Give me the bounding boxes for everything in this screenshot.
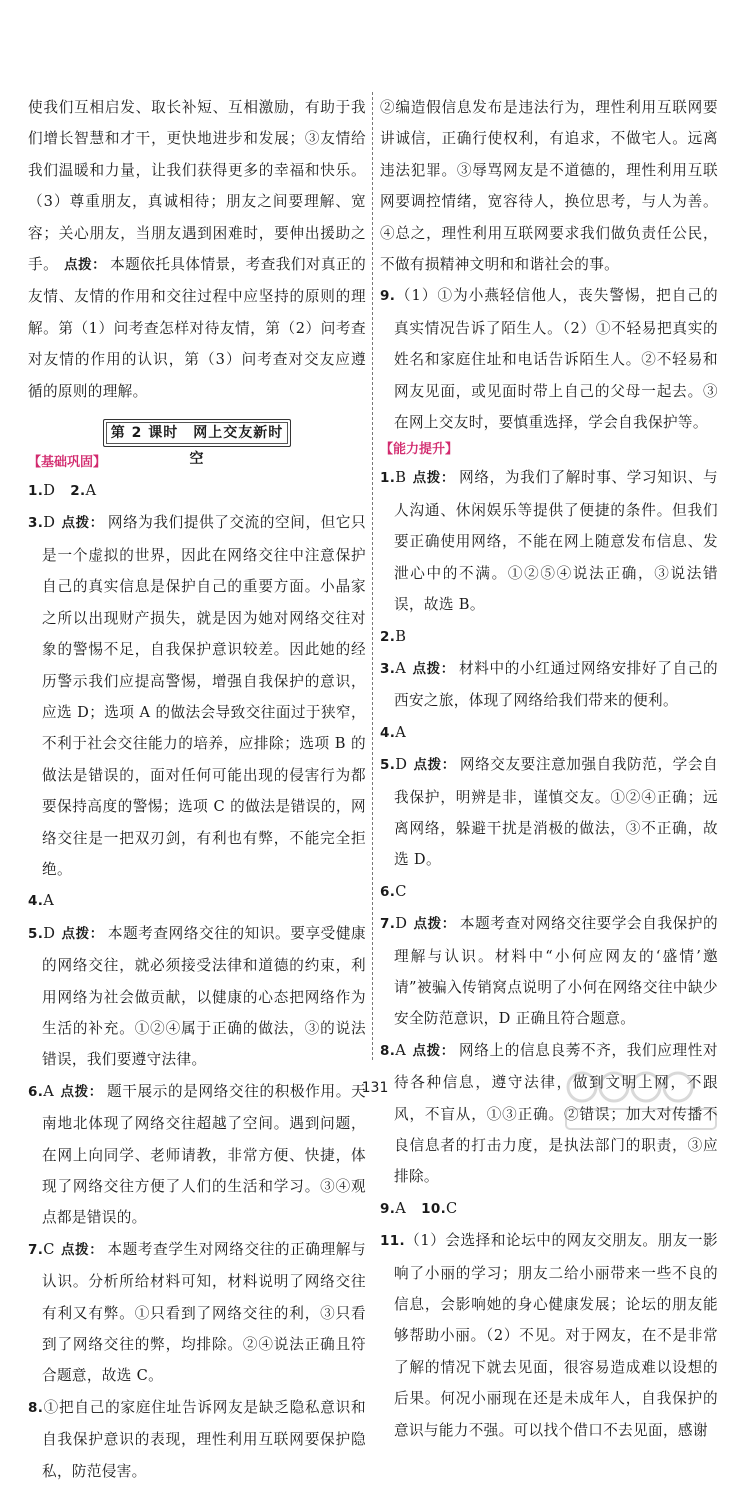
answer-item: 4.A — [28, 892, 55, 910]
lesson-title: 第 2 课时 网上交友新时空 — [103, 419, 291, 447]
continued-paragraph: ②编造假信息发布是违法行为，理性利用互联网要讲诚信，正确行使权利，有追求，不做宅人。远离违法犯罪。③辱骂网友是不道德的，理性利用互联网要调控情绪，宽容待人，换位思考，与人为善。④总之，理性利用互联网要求我们做负责任公民，不做有损精神文明和和谐社会的事。 — [380, 99, 718, 274]
answer-item: 1.D 2.A — [28, 482, 97, 500]
answer-item: 8.①把自己的家庭住址告诉网友是缺乏隐私意识和自我保护意识的表现，理性利用互联网要保护隐私，防范侵害。 — [28, 1398, 366, 1480]
answer-item: 4.A — [380, 723, 407, 741]
watermark-logo-icon — [562, 1065, 732, 1135]
answer-item: 9.（1）①为小燕轻信他人，丧失警惕，把自己的真实情况告诉了陌生人。（2）①不轻易把真实的姓名和家庭住址和电话告诉陌生人。②不轻易和网友见面，或见面时带上自己的父母一起去。③在网上交友时，要慎重选择，学会自我保护等。 — [380, 287, 718, 432]
left-column — [28, 92, 366, 1487]
answer-item: 11.（1）会选择和论坛中的网友交朋友。朋友一影响了小丽的学习；朋友二给小丽带来一些不良的信息，会影响她的身心健康发展；论坛的朋友能够帮助小丽。（2）不见。对于网友，在不是非常了解的情况下就去见面，很容易造成难以设想的后果。何况小丽现在还是未成年人，自我保护的意识与能力不强。可以找个借口不去见面，感谢 — [380, 1232, 718, 1439]
column-divider — [372, 92, 373, 1060]
section-label-basic: 【基础巩固】 — [28, 455, 107, 471]
tip-label: 点拨： — [64, 257, 107, 274]
answer-item: 3.D 点拨： 网络为我们提供了交流的空间，但它只是一个虚拟的世界，因此在网络交往中注意保护自己的真实信息是保护自己的重要方面。小晶家之所以出现财产损失，就是因为她对网络交往对象的警惕不足，自我保护意识较差。因此她的经历警示我们应提高警惕，增强自我保护的意识，应选 D；选项 A 的做法会导致交往面过于狭窄，不利于社会交往能力的培养，应排除；选项 B 的做法是错误的，面对任何可能出现的侵害行为都要保持高度的警惕；选项 C 的做法是错误的，网络交往是一把双刃剑，有利也有弊，不能完全拒绝。 — [28, 514, 366, 878]
answer-item: 6.C — [380, 882, 407, 900]
answer-item: 2.B — [380, 627, 407, 645]
intro-paragraph: 使我们互相启发、取长补短、互相激励，有助于我们增长智慧和才干，更快地进步和发展；③友情给我们温暖和力量，让我们获得更多的幸福和快乐。（3）尊重朋友，真诚相待；朋友之间要理解、宽容；关心朋友，当朋友遇到困难时，要伸出援助之手。 点拨： 本题依托具体情景，考查我们对真正的友情、友情的作用和交往过程中应坚持的原则的理解。第（1）问考查怎样对待友情，第（2）问考查对友情的作用的认识，第（3）问考查对交友应遵循的原则的理解。 — [28, 99, 367, 400]
answer-item: 3.A 点拨： 材料中的小红通过网络安排好了自己的西安之旅，体现了网络给我们带来的便利。 — [380, 659, 718, 710]
answer-item: 5.D 点拨： 网络交友要注意加强自我防范，学会自我保护，明辨是非，谨慎交友。①②④正确；远离网络，躲避干扰是消极的做法，③不正确，故选 D。 — [380, 756, 718, 869]
answer-item: 9.A 10.C — [380, 1199, 458, 1217]
answer-item: 6.A 点拨： 题干展示的是网络交往的积极作用。天南地北体现了网络交往超越了空间。遇到问题，在网上向同学、老师请教，非常方便、快捷，体现了网络交往方便了人们的生活和学习。③④观点都是错误的。 — [28, 1082, 366, 1227]
answer-item: 8.A 点拨： 网络上的信息良莠不齐，我们应理性对待各种信息，遵守法律，做到文明上网，不跟风，不盲从，①③正确。②错误；加大对传播不良信息者的打击力度，是执法部门的职责，③应排除。 — [380, 1041, 718, 1186]
right-column — [380, 92, 718, 1446]
answer-item: 7.C 点拨： 本题考查学生对网络交往的正确理解与认识。分析所给材料可知，材料说明了网络交往有利又有弊。①只看到了网络交往的利，③只看到了网络交往的弊，均排除。②④说法正确且符合题意，故选 C。 — [28, 1240, 366, 1385]
answer-item: 5.D 点拨： 本题考查网络交往的知识。要享受健康的网络交往，就必须接受法律和道德的约束，利用网络为社会做贡献，以健康的心态把网络作为生活的补充。①②④属于正确的做法，③的说法错误，我们要遵守法律。 — [28, 924, 366, 1069]
section-label-advanced: 【能力提升】 — [380, 442, 459, 458]
answer-item: 1.B 点拨： 网络，为我们了解时事、学习知识、与人沟通、休闲娱乐等提供了便捷的条件。但我们要正确使用网络，不能在网上随意发布信息、发泄心中的不满。①②⑤④说法正确，③说法错误，故选 B。 — [380, 469, 718, 614]
page-number: 131 — [361, 1080, 389, 1096]
answer-item: 7.D 点拨： 本题考查对网络交往要学会自我保护的理解与认识。材料中“小何应网友的‘盛情’邀请”被骗入传销窝点说明了小何在网络交往中缺少安全防范意识，D 正确且符合题意。 — [380, 915, 718, 1028]
